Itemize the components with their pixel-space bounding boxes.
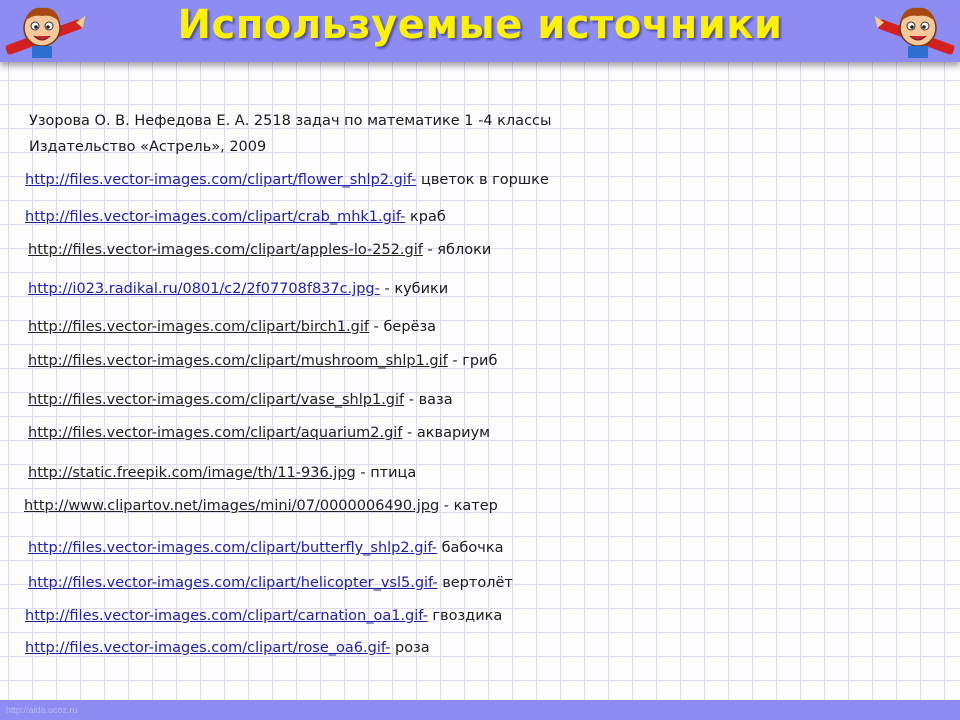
source-item	[28, 318, 436, 336]
source-description: роза	[390, 640, 430, 656]
footer-watermark: http://aida.ucoz.ru	[6, 705, 78, 715]
source-description: - аквариум	[402, 425, 491, 441]
source-link[interactable]: http://files.vector-images.com/clipart/mushroom_shlp1.gif	[28, 353, 448, 369]
source-description: - берёза	[369, 319, 437, 335]
source-item	[28, 424, 490, 442]
source-item	[25, 208, 446, 226]
source-description: цветок в горшке	[416, 172, 549, 188]
source-description: - кубики	[379, 281, 449, 297]
source-description: - гриб	[447, 353, 498, 369]
source-description: бабочка	[437, 540, 504, 556]
source-item	[28, 391, 453, 409]
source-item	[28, 241, 491, 259]
page-title: Используемые источники	[177, 2, 783, 48]
source-item	[25, 607, 502, 625]
source-description: вертолёт	[437, 575, 513, 591]
source-item	[28, 280, 448, 298]
footer-bar	[0, 700, 960, 720]
source-description: - ваза	[404, 392, 453, 408]
book-citation-line-1: Узорова О. В. Нефедова Е. А. 2518 задач по математике 1 -4 классы	[29, 113, 552, 129]
source-item	[28, 464, 416, 482]
source-link[interactable]: http://files.vector-images.com/clipart/helicopter_vsl5.gif-	[28, 575, 438, 591]
boy-with-pencil-icon	[874, 2, 958, 60]
source-item	[24, 497, 498, 515]
book-citation-line-2: Издательство «Астрель», 2009	[29, 139, 267, 155]
source-description: гвоздика	[427, 608, 503, 624]
source-link[interactable]: http://files.vector-images.com/clipart/butterfly_shlp2.gif-	[28, 540, 437, 556]
source-item	[28, 574, 513, 592]
source-link[interactable]: http://files.vector-images.com/clipart/vase_shlp1.gif	[28, 392, 405, 408]
source-link[interactable]: http://files.vector-images.com/clipart/apples-lo-252.gif	[28, 242, 423, 258]
source-link[interactable]: http://static.freepik.com/image/th/11-936.jpg	[28, 465, 356, 481]
source-description: - яблоки	[422, 242, 492, 258]
header-bar	[0, 0, 960, 62]
source-description: - птица	[355, 465, 417, 481]
source-item	[28, 352, 497, 370]
source-item	[25, 639, 430, 657]
source-description: - катер	[439, 498, 498, 514]
source-link[interactable]: http://i023.radikal.ru/0801/c2/2f07708f837c.jpg-	[28, 281, 380, 297]
source-link[interactable]: http://files.vector-images.com/clipart/aquarium2.gif	[28, 425, 403, 441]
source-link[interactable]: http://files.vector-images.com/clipart/carnation_oa1.gif-	[25, 608, 428, 624]
source-item	[25, 171, 549, 189]
source-link[interactable]: http://files.vector-images.com/clipart/rose_oa6.gif-	[25, 640, 391, 656]
source-description: краб	[405, 209, 446, 225]
source-link[interactable]: http://files.vector-images.com/clipart/birch1.gif	[28, 319, 370, 335]
source-link[interactable]: http://www.clipartov.net/images/mini/07/0000006490.jpg	[24, 498, 440, 514]
source-item	[28, 539, 503, 557]
source-link[interactable]: http://files.vector-images.com/clipart/crab_mhk1.gif-	[25, 209, 406, 225]
source-link[interactable]: http://files.vector-images.com/clipart/flower_shlp2.gif-	[25, 172, 417, 188]
